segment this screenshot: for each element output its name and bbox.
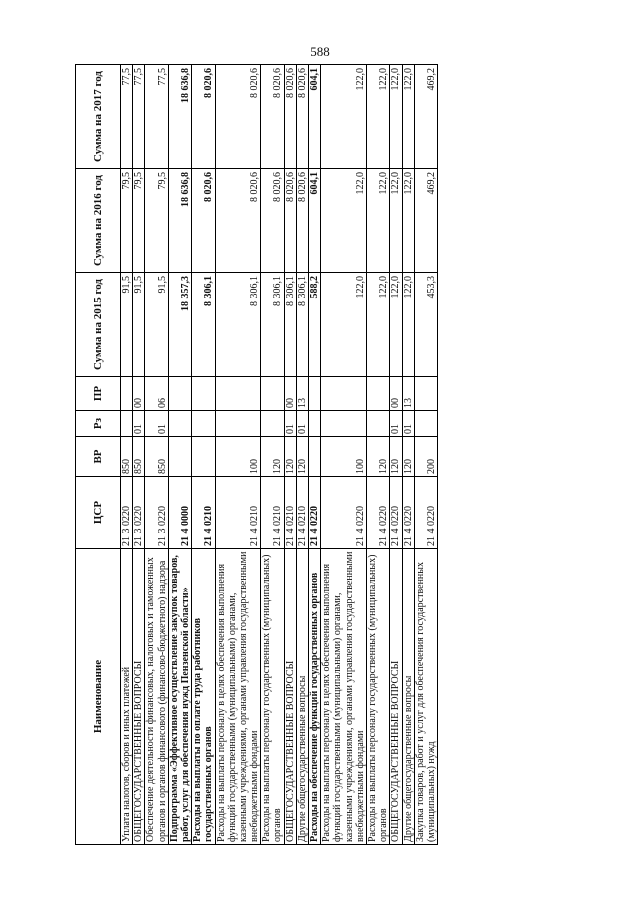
cell-sum-2017: 8 020,6 [192, 65, 215, 169]
cell-pr: 06 [145, 377, 168, 411]
header-vr: ВР [76, 437, 121, 477]
cell-vr [168, 437, 191, 477]
cell-csr: 21 4 0220 [366, 477, 389, 549]
cell-csr: 21 4 0220 [309, 477, 321, 549]
cell-vr: 120 [284, 437, 296, 477]
cell-pr [309, 377, 321, 411]
cell-pr [414, 377, 437, 411]
table-row [402, 65, 414, 845]
cell-sum-2016: 18 636,8 [168, 169, 191, 273]
table-header-row [76, 65, 121, 845]
cell-sum-2015: 588,2 [309, 273, 321, 377]
cell-sum-2017: 77,5 [133, 65, 145, 169]
cell-sum-2016: 122,0 [402, 169, 414, 273]
cell-rz [168, 411, 191, 437]
cell-csr: 21 4 0210 [296, 477, 308, 549]
cell-sum-2016: 122,0 [390, 169, 402, 273]
table-row [296, 65, 308, 845]
cell-vr: 100 [215, 437, 261, 477]
cell-name: Обеспечение деятельности финансовых, налоговых и таможенных органов и органов финансового (финансово-бюджетного) надзора [145, 549, 168, 845]
cell-name: Расходы на выплаты персоналу в целях обеспечения выполнения функций государственными (муниципальными) органами, казенными учреждениями, органами управления государственными внебюджетными фондами [321, 549, 367, 845]
cell-rz: 01 [145, 411, 168, 437]
cell-sum-2016: 122,0 [321, 169, 367, 273]
cell-pr: 13 [402, 377, 414, 411]
cell-csr: 21 3 0220 [121, 477, 133, 549]
cell-pr: 13 [296, 377, 308, 411]
cell-pr [321, 377, 367, 411]
cell-sum-2015: 8 306,1 [192, 273, 215, 377]
cell-sum-2016: 79,5 [145, 169, 168, 273]
budget-table [75, 64, 438, 845]
cell-sum-2015: 91,5 [145, 273, 168, 377]
cell-sum-2016: 79,5 [121, 169, 133, 273]
cell-name: Подпрограмма «Эффективное осуществление закупок товаров, работ, услуг для обеспечения нужд Пензенской области» [168, 549, 191, 845]
cell-sum-2015: 122,0 [402, 273, 414, 377]
cell-name: Уплата налогов, сборов и иных платежей [121, 549, 133, 845]
cell-sum-2016: 8 020,6 [192, 169, 215, 273]
cell-sum-2015: 122,0 [366, 273, 389, 377]
table-row [366, 65, 389, 845]
cell-pr [168, 377, 191, 411]
cell-sum-2017: 122,0 [321, 65, 367, 169]
cell-name: Закупка товаров, работ и услуг для обеспечения государственных (муниципальных) нужд [414, 549, 437, 845]
cell-sum-2016: 469,2 [414, 169, 437, 273]
cell-sum-2016: 122,0 [366, 169, 389, 273]
cell-sum-2017: 122,0 [366, 65, 389, 169]
cell-name: Расходы на выплаты персоналу государственных (муниципальных) органов [366, 549, 389, 845]
cell-pr [121, 377, 133, 411]
cell-rz [215, 411, 261, 437]
cell-csr: 21 4 0220 [414, 477, 437, 549]
table-row [261, 65, 284, 845]
cell-vr [192, 437, 215, 477]
cell-name: ОБЩЕГОСУДАРСТВЕННЫЕ ВОПРОСЫ [390, 549, 402, 845]
cell-sum-2017: 77,5 [121, 65, 133, 169]
cell-sum-2017: 122,0 [390, 65, 402, 169]
cell-sum-2017: 8 020,6 [261, 65, 284, 169]
header-rz: Рз [76, 411, 121, 437]
cell-vr: 100 [321, 437, 367, 477]
cell-sum-2015: 8 306,1 [296, 273, 308, 377]
cell-sum-2017: 18 636,8 [168, 65, 191, 169]
cell-name: ОБЩЕГОСУДАРСТВЕННЫЕ ВОПРОСЫ [284, 549, 296, 845]
cell-rz [261, 411, 284, 437]
table-row [321, 65, 367, 845]
cell-name: Другие общегосударственные вопросы [402, 549, 414, 845]
table-body [121, 65, 438, 845]
cell-sum-2017: 122,0 [402, 65, 414, 169]
cell-vr: 850 [133, 437, 145, 477]
cell-sum-2015: 453,3 [414, 273, 437, 377]
cell-sum-2016: 8 020,6 [215, 169, 261, 273]
cell-rz: 01 [133, 411, 145, 437]
cell-pr [366, 377, 389, 411]
cell-sum-2015: 18 357,3 [168, 273, 191, 377]
cell-pr [261, 377, 284, 411]
cell-sum-2017: 8 020,6 [284, 65, 296, 169]
table-row [414, 65, 437, 845]
cell-sum-2017: 604,1 [309, 65, 321, 169]
cell-csr: 21 4 0220 [321, 477, 367, 549]
table-row [390, 65, 402, 845]
cell-rz [366, 411, 389, 437]
cell-name: Расходы на выплаты персоналу в целях обеспечения выполнения функций государственными (муниципальными) органами, казенными учреждениями, органами управления государственными внебюджетными фондами [215, 549, 261, 845]
cell-vr: 120 [402, 437, 414, 477]
cell-sum-2015: 122,0 [390, 273, 402, 377]
cell-vr: 120 [366, 437, 389, 477]
cell-rz [414, 411, 437, 437]
page-number: 588 [310, 44, 330, 59]
cell-sum-2015: 8 306,1 [284, 273, 296, 377]
header-sum-2016: Сумма на 2016 год [76, 169, 121, 273]
cell-name: Расходы на обеспечение функций государственных органов [309, 549, 321, 845]
cell-rz [192, 411, 215, 437]
cell-vr: 120 [261, 437, 284, 477]
table-row [168, 65, 191, 845]
cell-sum-2015: 8 306,1 [261, 273, 284, 377]
table-row [192, 65, 215, 845]
cell-csr: 21 4 0000 [168, 477, 191, 549]
cell-pr [215, 377, 261, 411]
cell-name: Расходы на выплаты персоналу государственных (муниципальных) органов [261, 549, 284, 845]
cell-sum-2017: 8 020,6 [215, 65, 261, 169]
table-row [215, 65, 261, 845]
table-row [145, 65, 168, 845]
header-sum-2015: Сумма на 2015 год [76, 273, 121, 377]
cell-rz [321, 411, 367, 437]
cell-rz: 01 [402, 411, 414, 437]
cell-sum-2015: 122,0 [321, 273, 367, 377]
cell-rz: 01 [284, 411, 296, 437]
cell-csr: 21 4 0220 [390, 477, 402, 549]
cell-sum-2016: 8 020,6 [261, 169, 284, 273]
cell-name: Другие общегосударственные вопросы [296, 549, 308, 845]
cell-rz: 01 [296, 411, 308, 437]
table-row [284, 65, 296, 845]
cell-csr: 21 3 0220 [133, 477, 145, 549]
cell-csr: 21 4 0210 [215, 477, 261, 549]
cell-vr: 200 [414, 437, 437, 477]
cell-csr: 21 4 0210 [192, 477, 215, 549]
cell-name: Расходы на выплаты по оплате труда работников государственных органов [192, 549, 215, 845]
cell-vr: 120 [296, 437, 308, 477]
table-row [309, 65, 321, 845]
cell-pr [192, 377, 215, 411]
cell-vr: 850 [145, 437, 168, 477]
cell-sum-2017: 8 020,6 [296, 65, 308, 169]
cell-sum-2015: 91,5 [133, 273, 145, 377]
cell-name: ОБЩЕГОСУДАРСТВЕННЫЕ ВОПРОСЫ [133, 549, 145, 845]
cell-pr: 00 [284, 377, 296, 411]
cell-csr: 21 3 0220 [145, 477, 168, 549]
cell-rz [121, 411, 133, 437]
cell-rz [309, 411, 321, 437]
cell-rz: 01 [390, 411, 402, 437]
table-row [133, 65, 145, 845]
cell-sum-2017: 77,5 [145, 65, 168, 169]
cell-csr: 21 4 0210 [261, 477, 284, 549]
cell-vr: 850 [121, 437, 133, 477]
cell-sum-2016: 79,5 [133, 169, 145, 273]
cell-pr: 00 [133, 377, 145, 411]
cell-sum-2016: 8 020,6 [284, 169, 296, 273]
header-sum-2017: Сумма на 2017 год [76, 65, 121, 169]
cell-vr [309, 437, 321, 477]
header-csr: ЦСР [76, 477, 121, 549]
header-pr: ПР [76, 377, 121, 411]
cell-csr: 21 4 0210 [284, 477, 296, 549]
table-row [121, 65, 133, 845]
cell-sum-2015: 8 306,1 [215, 273, 261, 377]
rotated-table-block [75, 65, 583, 845]
cell-sum-2015: 91,5 [121, 273, 133, 377]
cell-sum-2016: 8 020,6 [296, 169, 308, 273]
cell-pr: 00 [390, 377, 402, 411]
header-name: Наименование [76, 549, 121, 845]
cell-sum-2017: 469,2 [414, 65, 437, 169]
cell-csr: 21 4 0220 [402, 477, 414, 549]
cell-vr: 120 [390, 437, 402, 477]
cell-sum-2016: 604,1 [309, 169, 321, 273]
